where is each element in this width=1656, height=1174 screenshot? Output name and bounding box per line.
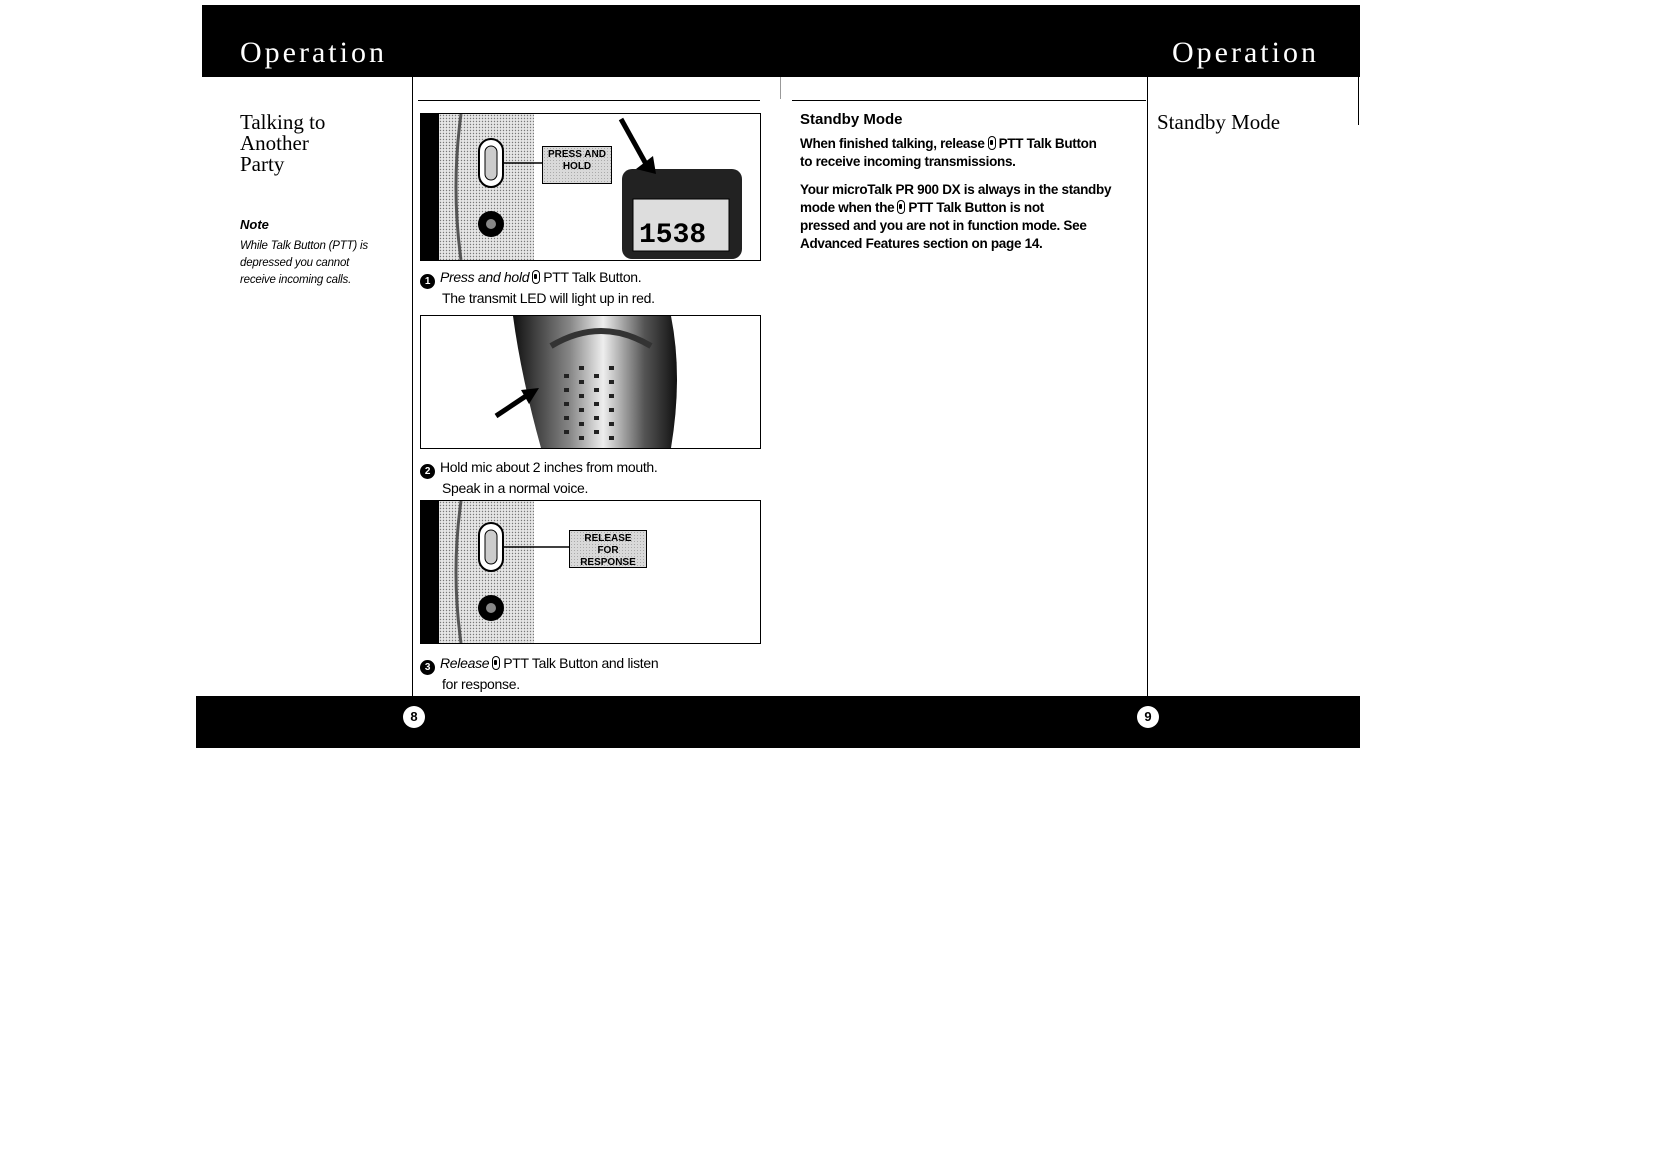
standby-paragraph-2: [800, 181, 1145, 253]
ptt-button-icon: [988, 136, 996, 150]
right-sidebar-title: Standby Mode: [1157, 110, 1281, 134]
step-1: [420, 268, 655, 308]
step-3-detail: for response.: [442, 676, 520, 692]
step-3: [420, 654, 658, 694]
para2-text: Advanced Features section on page 14.: [800, 236, 1043, 251]
ptt-button-icon: [897, 200, 905, 214]
para1-text: to receive incoming transmissions.: [800, 154, 1016, 169]
figure-release: [420, 500, 761, 644]
figure-press-and-hold: [420, 113, 761, 261]
step-3-text: PTT Talk Button and listen: [503, 655, 659, 671]
step-number-2: 2: [420, 464, 435, 479]
para1-text: PTT Talk Button: [998, 136, 1097, 151]
step-3-lead: Release: [440, 655, 490, 671]
right-column-divider: [1147, 77, 1148, 696]
note-line: While Talk Button (PTT) is: [240, 240, 368, 252]
step-number-3: 3: [420, 660, 435, 675]
release-for-response-callout: [569, 530, 647, 568]
display-readout: 1538: [639, 220, 707, 251]
radio-mic-illustration: [421, 316, 760, 448]
para2-text: pressed and you are not in function mode. See: [800, 218, 1087, 233]
ptt-button-icon: [532, 270, 540, 284]
step-1-text: PTT Talk Button.: [543, 269, 642, 285]
figure-hold-mic: [420, 315, 761, 449]
note-title: Note: [240, 217, 269, 232]
standby-heading: Standby Mode: [800, 111, 903, 128]
step-2-detail: Speak in a normal voice.: [442, 480, 589, 496]
step-number-1: 1: [420, 274, 435, 289]
section-title: [240, 112, 325, 175]
left-column-divider: [412, 77, 413, 696]
note-line: receive incoming calls.: [240, 274, 352, 286]
page-number-right: 9: [1137, 706, 1159, 728]
step-2: [420, 458, 658, 498]
center-tick: [780, 77, 781, 99]
para2-text: PTT Talk Button is not: [908, 200, 1044, 215]
section-title-line: Another: [240, 131, 309, 155]
step-1-lead: Press and hold: [440, 269, 530, 285]
radio-side-illustration: [421, 114, 760, 260]
section-title-line: Party: [240, 152, 285, 176]
press-and-hold-callout: [542, 146, 612, 184]
left-header-title: Operation: [240, 36, 387, 69]
callout-line: PRESS AND: [548, 149, 606, 160]
standby-paragraph-1: [800, 135, 1145, 171]
step-2-text: Hold mic about 2 inches from mouth.: [440, 459, 658, 475]
radio-release-illustration: [421, 501, 760, 643]
callout-line: RELEASE FOR: [584, 533, 632, 556]
page-number-left: 8: [403, 706, 425, 728]
note-body: [240, 238, 368, 289]
callout-line: HOLD: [562, 161, 592, 172]
left-top-rule: [418, 100, 760, 101]
right-top-rule: [792, 100, 1146, 101]
right-header-title: Operation: [1172, 36, 1319, 69]
right-edge-rule: [1358, 77, 1359, 125]
callout-line: RESPONSE: [580, 557, 636, 568]
section-title-line: Talking to: [240, 110, 326, 134]
note-line: depressed you cannot: [240, 257, 350, 269]
footer-bar: [196, 696, 1360, 748]
para1-text: When finished talking, release: [800, 136, 985, 151]
step-1-detail: The transmit LED will light up in red.: [442, 290, 655, 306]
para2-text: mode when the: [800, 200, 895, 215]
para2-text: Your microTalk PR 900 DX is always in the standby: [800, 182, 1112, 197]
ptt-button-icon: [492, 656, 500, 670]
